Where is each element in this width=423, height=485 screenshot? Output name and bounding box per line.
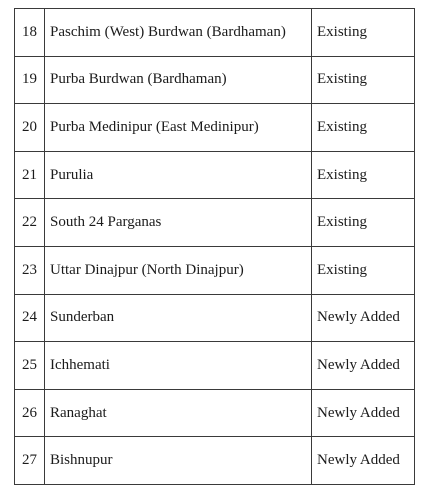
district-name: Ranaghat (45, 389, 312, 437)
district-name: Bishnupur (45, 437, 312, 485)
district-table-body (15, 9, 415, 485)
row-number: 24 (15, 294, 45, 342)
row-number: 27 (15, 437, 45, 485)
district-status: Existing (312, 56, 415, 104)
row-number: 19 (15, 56, 45, 104)
district-name: South 24 Parganas (45, 199, 312, 247)
row-number: 21 (15, 151, 45, 199)
district-name: Sunderban (45, 294, 312, 342)
district-name: Purba Medinipur (East Medinipur) (45, 104, 312, 152)
district-status: Existing (312, 246, 415, 294)
district-name: Purulia (45, 151, 312, 199)
table-row (15, 199, 415, 247)
district-status: Existing (312, 104, 415, 152)
district-status: Existing (312, 151, 415, 199)
district-status: Newly Added (312, 437, 415, 485)
district-name: Ichhemati (45, 342, 312, 390)
district-status: Newly Added (312, 342, 415, 390)
district-status: Existing (312, 9, 415, 57)
row-number: 23 (15, 246, 45, 294)
district-table (14, 8, 415, 485)
table-row (15, 151, 415, 199)
table-row (15, 104, 415, 152)
row-number: 20 (15, 104, 45, 152)
district-name: Purba Burdwan (Bardhaman) (45, 56, 312, 104)
table-row (15, 342, 415, 390)
table-row (15, 56, 415, 104)
table-row (15, 437, 415, 485)
row-number: 25 (15, 342, 45, 390)
row-number: 26 (15, 389, 45, 437)
district-status: Newly Added (312, 294, 415, 342)
table-row (15, 9, 415, 57)
district-status: Newly Added (312, 389, 415, 437)
district-name: Paschim (West) Burdwan (Bardhaman) (45, 9, 312, 57)
table-row (15, 246, 415, 294)
row-number: 18 (15, 9, 45, 57)
row-number: 22 (15, 199, 45, 247)
table-row (15, 294, 415, 342)
table-row (15, 389, 415, 437)
district-status: Existing (312, 199, 415, 247)
district-name: Uttar Dinajpur (North Dinajpur) (45, 246, 312, 294)
